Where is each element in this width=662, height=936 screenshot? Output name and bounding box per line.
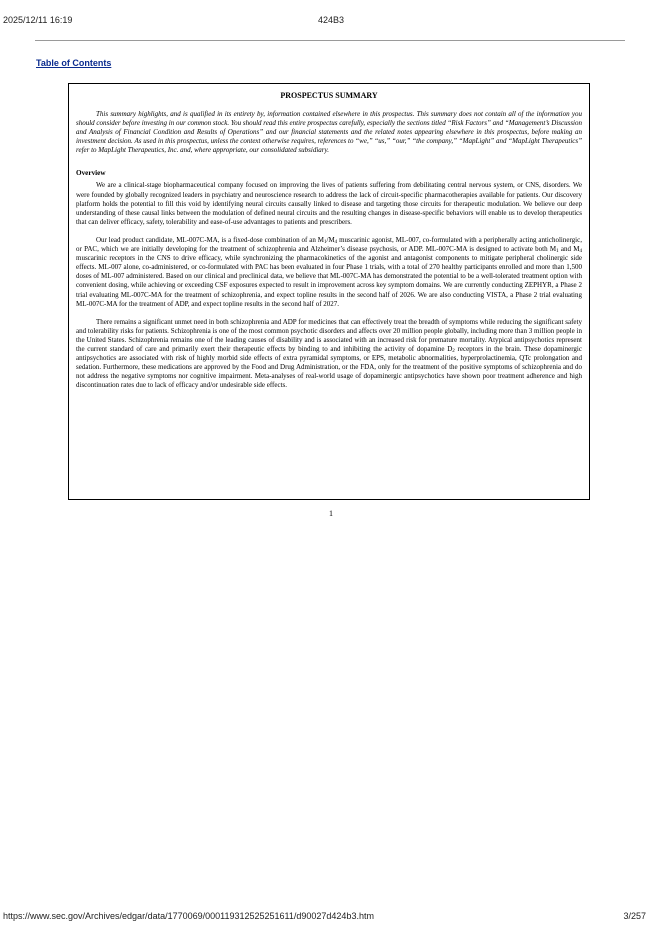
print-datetime: 2025/12/11 16:19: [3, 15, 73, 25]
table-of-contents-link[interactable]: Table of Contents: [36, 58, 112, 68]
subscript-2: 2: [452, 348, 455, 354]
p2-text-c: muscarinic agonist, ML-007, co-formulated with a peripherally acting anticholinergic, or PAC, which we are initially developing for the treatment of schizophrenia and Alzheimer’s disease psychosis, or ADP. ML-007C-MA is designed to activate both M: [76, 235, 582, 254]
overview-paragraph-2: [76, 236, 582, 309]
subscript-4: 4: [334, 239, 338, 245]
p2-text-a: Our lead product candidate, ML-007C-MA, is a fixed-dose combination of an M: [96, 235, 324, 244]
subscript-1: 1: [324, 239, 327, 245]
prospectus-summary-box: [68, 83, 590, 500]
header-divider: [35, 40, 625, 41]
subscript-4: 4: [579, 249, 582, 255]
page-number: 1: [329, 509, 333, 518]
overview-heading: Overview: [76, 169, 106, 178]
print-page-count: 3/257: [623, 911, 646, 921]
overview-paragraph-1: We are a clinical-stage biopharmaceutical company focused on improving the lives of patients suffering from debilitating central nervous system, or CNS, disorders. We were founded by globally recognized leaders in psychiatry and neuroscience research to address the lack of circuit-specific pharmacotherapies available for patients. Our discovery platform holds the potential to fill this void by identifying neural circuits causally linked to disease and targeting those circuits for therapeutic modulation. We believe our deep understanding of these causal links between the modulation of defined neural circuits and the resulting changes in disease-specific behaviors will enable us to develop therapeutics that can deliver efficacy, safety, tolerability and ease-of-use advantages to patients and prescribers.: [76, 181, 582, 226]
print-document-id: 424B3: [317, 15, 345, 25]
summary-title: PROSPECTUS SUMMARY: [280, 91, 378, 100]
print-url: https://www.sec.gov/Archives/edgar/data/1770069/000119312525251611/d90027d424b3.htm: [3, 911, 374, 921]
overview-paragraph-3: [76, 318, 582, 391]
subscript-1: 1: [556, 249, 559, 255]
p2-text-e: muscarinic receptors in the CNS to drive efficacy, while synchronizing the pharmacokinetics of the agonist and antagonist components to mitigate peripheral cholinergic side effects. ML-007 alone, co-administered, or co-formulated with PAC has been evaluated in four Phase 1 trials, with a total of 270 healthy participants enrolled and more than 1,500 doses of ML-007 administered. Based on our clinical and preclinical data, we believe that ML-007C-MA has demonstrated the potential to be a well-tolerated treatment option with convenient dosing, while achieving or exceeding CSF exposures expected to result in improvement across key symptom domains. We are currently conducting ZEPHYR, a Phase 2 trial evaluating ML-007C-MA for the treatment of schizophrenia, and expect topline results in the second half of 2026. We are also conducting VISTA, a Phase 2 trial evaluating ML-007C-MA for the treatment of ADP, and expect topline results in the second half of 2027.: [76, 254, 582, 308]
p3-text-a: There remains a significant unmet need in both schizophrenia and ADP for medicines that can effectively treat the breadth of symptoms while reducing the significant safety and tolerability risks for patients. Schizophrenia is one of the most common psychotic disorders and affects over 20 million people globally, including more than 3 million people in the United States. Schizophrenia remains one of the leading causes of disability and is associated with an increased risk for premature mortality. Atypical antipsychotics represent the current standard of care and primarily exert their therapeutic effects by binding to and inhibiting the activity of dopamine D: [76, 317, 582, 353]
p2-text-b: /M: [326, 235, 335, 244]
p2-text-d: and M: [558, 245, 580, 254]
summary-intro: This summary highlights, and is qualified in its entirety by, information contained elsewhere in this prospectus. This summary does not contain all of the information you should consider before investing in our common stock. You should read this entire prospectus carefully, especially the sections titled “Risk Factors” and “Management’s Discussion and Analysis of Financial Condition and Results of Operations” and our financial statements and the related notes appearing elsewhere in this prospectus, before making an investment decision. As used in this prospectus, unless the context otherwise requires, references to “we,” “us,” “our,” “the company,” “MapLight” and “MapLight Therapeutics” refer to MapLight Therapeutics, Inc. and, where appropriate, our consolidated subsidiary.: [76, 110, 582, 155]
p3-text-b: receptors in the brain. These dopaminergic antipsychotics are associated with risk of highly morbid side effects of extra pyramidal symptoms, or EPS, metabolic abnormalities, hyperprolactinemia, QTc prolongation and sedation. Furthermore, these medications are approved by the Food and Drug Administration, or the FDA, only for the treatment of the positive symptoms of schizophrenia and do not address the negative symptoms nor cognitive impairment. Meta-analyses of real-world usage of dopaminergic antipsychotics have shown poor treatment adherence and high discontinuation rates due to lack of efficacy and/or undesirable side effects.: [76, 344, 582, 390]
print-header: [0, 0, 662, 25]
